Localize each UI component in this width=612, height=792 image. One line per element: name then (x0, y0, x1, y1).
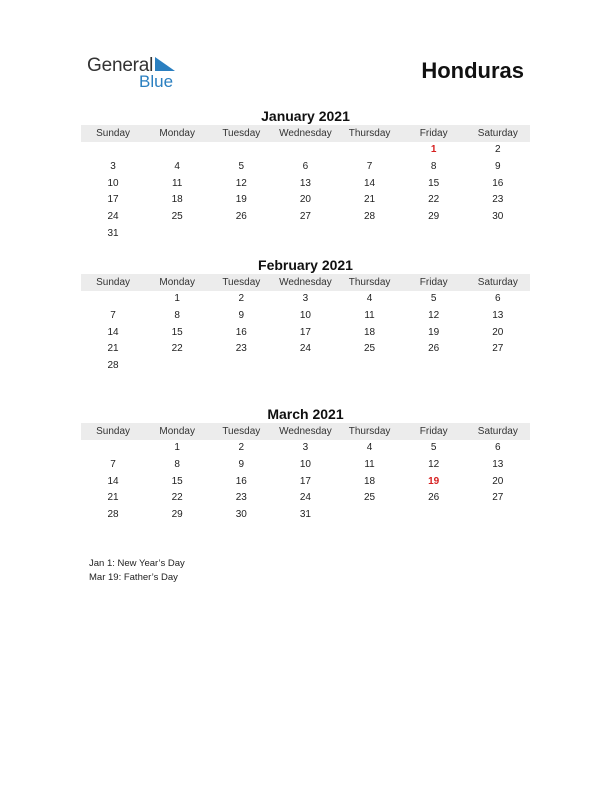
logo-general-text: General (87, 55, 154, 76)
day-cell: 17 (299, 326, 311, 338)
empty-day-cell (81, 440, 145, 457)
month-calendar (81, 107, 530, 243)
holiday-note: Jan 1: New Year’s Day (89, 558, 185, 569)
week-row (81, 159, 530, 176)
empty-day-cell (209, 358, 273, 375)
day-cell: 24 (107, 211, 119, 223)
day-cell: 21 (364, 194, 376, 206)
empty-day-cell (338, 226, 402, 243)
day-cell: 16 (235, 326, 247, 338)
logo-triangle-icon (155, 57, 175, 71)
day-cell: 9 (495, 160, 501, 172)
weekday-label: Wednesday (279, 277, 332, 288)
day-cell: 29 (428, 211, 440, 223)
week-row (81, 474, 530, 491)
day-cell: 30 (235, 509, 247, 521)
holiday-notes (89, 557, 185, 585)
weekday-label: Tuesday (222, 277, 261, 288)
day-cell: 14 (107, 326, 119, 338)
empty-day-cell (209, 226, 273, 243)
day-cell: 15 (428, 177, 440, 189)
day-cell: 16 (235, 475, 247, 487)
empty-day-cell (273, 226, 337, 243)
logo-blue-text: Blue (139, 72, 174, 91)
empty-day-cell (338, 142, 402, 159)
empty-day-cell (402, 358, 466, 375)
month-title: March 2021 (267, 406, 344, 422)
day-cell: 26 (428, 343, 440, 355)
weekday-label: Thursday (348, 426, 391, 437)
month-title: January 2021 (261, 108, 350, 124)
month-calendar (81, 405, 530, 524)
day-cell: 12 (428, 458, 440, 470)
empty-day-cell (466, 507, 530, 524)
weekday-label: Saturday (477, 426, 518, 437)
empty-day-cell (145, 358, 209, 375)
day-cell: 21 (107, 492, 119, 504)
month-calendar (81, 256, 530, 375)
day-cell: 2 (238, 293, 245, 304)
day-cell: 11 (171, 177, 183, 189)
day-cell: 13 (492, 458, 504, 470)
day-cell: 7 (366, 160, 373, 172)
weekday-label: Saturday (477, 277, 518, 288)
day-cell: 19 (235, 194, 247, 206)
week-row (81, 341, 530, 358)
day-cell: 26 (428, 492, 440, 504)
weekday-label: Wednesday (279, 426, 332, 437)
empty-day-cell (145, 226, 209, 243)
weekday-label: Thursday (348, 277, 391, 288)
weekday-label: Monday (159, 277, 195, 288)
week-row (81, 209, 530, 226)
empty-day-cell (273, 358, 337, 375)
day-cell: 1 (430, 144, 437, 155)
day-cell: 24 (299, 492, 311, 504)
week-row (81, 507, 530, 524)
empty-day-cell (273, 142, 337, 159)
day-cell: 3 (110, 160, 116, 172)
day-cell: 3 (302, 293, 309, 304)
weekday-label: Saturday (477, 128, 518, 139)
day-cell: 8 (174, 458, 180, 470)
day-cell: 17 (107, 194, 119, 206)
day-cell: 12 (428, 309, 440, 321)
weekday-label: Monday (159, 128, 195, 139)
week-row (81, 176, 530, 193)
week-row (81, 226, 530, 243)
empty-day-cell (81, 291, 145, 308)
day-cell: 6 (495, 293, 501, 304)
day-cell: 29 (171, 509, 183, 521)
day-cell: 30 (492, 211, 504, 223)
empty-day-cell (209, 142, 273, 159)
weekday-header-row (81, 423, 530, 440)
day-cell: 31 (107, 227, 119, 239)
weekday-label: Tuesday (222, 426, 261, 437)
day-cell: 25 (171, 211, 183, 223)
day-cell: 9 (238, 309, 245, 321)
day-cell: 28 (107, 360, 119, 372)
day-cell: 25 (364, 492, 376, 504)
week-row (81, 142, 530, 159)
day-cell: 14 (364, 177, 376, 189)
day-cell: 8 (430, 160, 437, 172)
day-cell: 12 (235, 177, 247, 189)
day-cell: 20 (492, 326, 504, 338)
month-title: February 2021 (258, 257, 353, 273)
day-cell: 15 (171, 475, 183, 487)
weekday-label: Sunday (96, 277, 131, 288)
empty-day-cell (338, 358, 402, 375)
day-cell: 23 (235, 343, 247, 355)
empty-day-cell (402, 226, 466, 243)
day-cell: 27 (492, 343, 504, 355)
day-cell: 18 (364, 326, 376, 338)
week-row (81, 192, 530, 209)
country-title: Honduras (421, 58, 524, 83)
day-cell: 10 (299, 458, 311, 470)
day-cell: 1 (174, 442, 180, 453)
day-cell: 10 (107, 177, 119, 189)
day-cell: 15 (171, 326, 183, 338)
day-cell: 24 (299, 343, 311, 355)
day-cell: 23 (492, 194, 504, 206)
day-cell: 18 (171, 194, 183, 206)
day-cell: 27 (299, 211, 311, 223)
weekday-label: Tuesday (222, 128, 261, 139)
day-cell: 16 (492, 177, 504, 189)
day-cell: 8 (174, 309, 180, 321)
week-row (81, 325, 530, 342)
day-cell: 11 (364, 309, 375, 321)
day-cell: 5 (238, 160, 245, 172)
weekday-label: Sunday (96, 426, 131, 437)
holiday-note: Mar 19: Father’s Day (89, 572, 178, 583)
day-cell: 2 (495, 144, 501, 155)
empty-day-cell (81, 142, 145, 159)
weekday-label: Friday (419, 426, 448, 437)
day-cell: 19 (428, 326, 440, 338)
day-cell: 23 (235, 492, 247, 504)
week-row (81, 291, 530, 308)
day-cell: 21 (107, 343, 119, 355)
day-cell: 28 (364, 211, 376, 223)
weekday-header-row (81, 274, 530, 291)
empty-day-cell (145, 142, 209, 159)
day-cell: 26 (235, 211, 247, 223)
day-cell: 22 (171, 343, 183, 355)
weekday-header-row (81, 125, 530, 142)
day-cell: 4 (366, 442, 373, 453)
week-row (81, 308, 530, 325)
day-cell: 28 (107, 509, 119, 521)
week-row (81, 440, 530, 457)
day-cell: 31 (299, 509, 311, 521)
day-cell: 20 (492, 475, 504, 487)
empty-day-cell (466, 226, 530, 243)
day-cell: 20 (299, 194, 311, 206)
day-cell: 9 (238, 458, 245, 470)
empty-day-cell (466, 358, 530, 375)
day-cell: 22 (171, 492, 183, 504)
day-cell: 7 (110, 309, 116, 321)
day-cell: 4 (366, 293, 373, 304)
empty-day-cell (402, 507, 466, 524)
day-cell: 6 (302, 160, 309, 172)
day-cell: 25 (364, 343, 376, 355)
weekday-label: Monday (159, 426, 195, 437)
weekday-label: Friday (419, 277, 448, 288)
day-cell: 19 (428, 475, 440, 487)
day-cell: 3 (302, 442, 309, 453)
day-cell: 14 (107, 475, 119, 487)
week-row (81, 457, 530, 474)
weekday-label: Sunday (96, 128, 131, 139)
day-cell: 6 (495, 442, 501, 453)
day-cell: 1 (174, 293, 180, 304)
day-cell: 17 (299, 475, 311, 487)
day-cell: 2 (238, 442, 245, 453)
day-cell: 27 (492, 492, 504, 504)
day-cell: 13 (492, 309, 504, 321)
generalblue-logo (87, 55, 197, 95)
day-cell: 10 (299, 309, 311, 321)
day-cell: 13 (299, 177, 311, 189)
weekday-label: Friday (419, 128, 448, 139)
week-row (81, 490, 530, 507)
day-cell: 5 (430, 293, 437, 304)
day-cell: 5 (430, 442, 437, 453)
empty-day-cell (338, 507, 402, 524)
day-cell: 4 (174, 160, 180, 172)
day-cell: 7 (110, 458, 116, 470)
day-cell: 11 (364, 458, 375, 470)
day-cell: 18 (364, 475, 376, 487)
day-cell: 22 (428, 194, 440, 206)
week-row (81, 358, 530, 375)
weekday-label: Wednesday (279, 128, 332, 139)
weekday-label: Thursday (348, 128, 391, 139)
